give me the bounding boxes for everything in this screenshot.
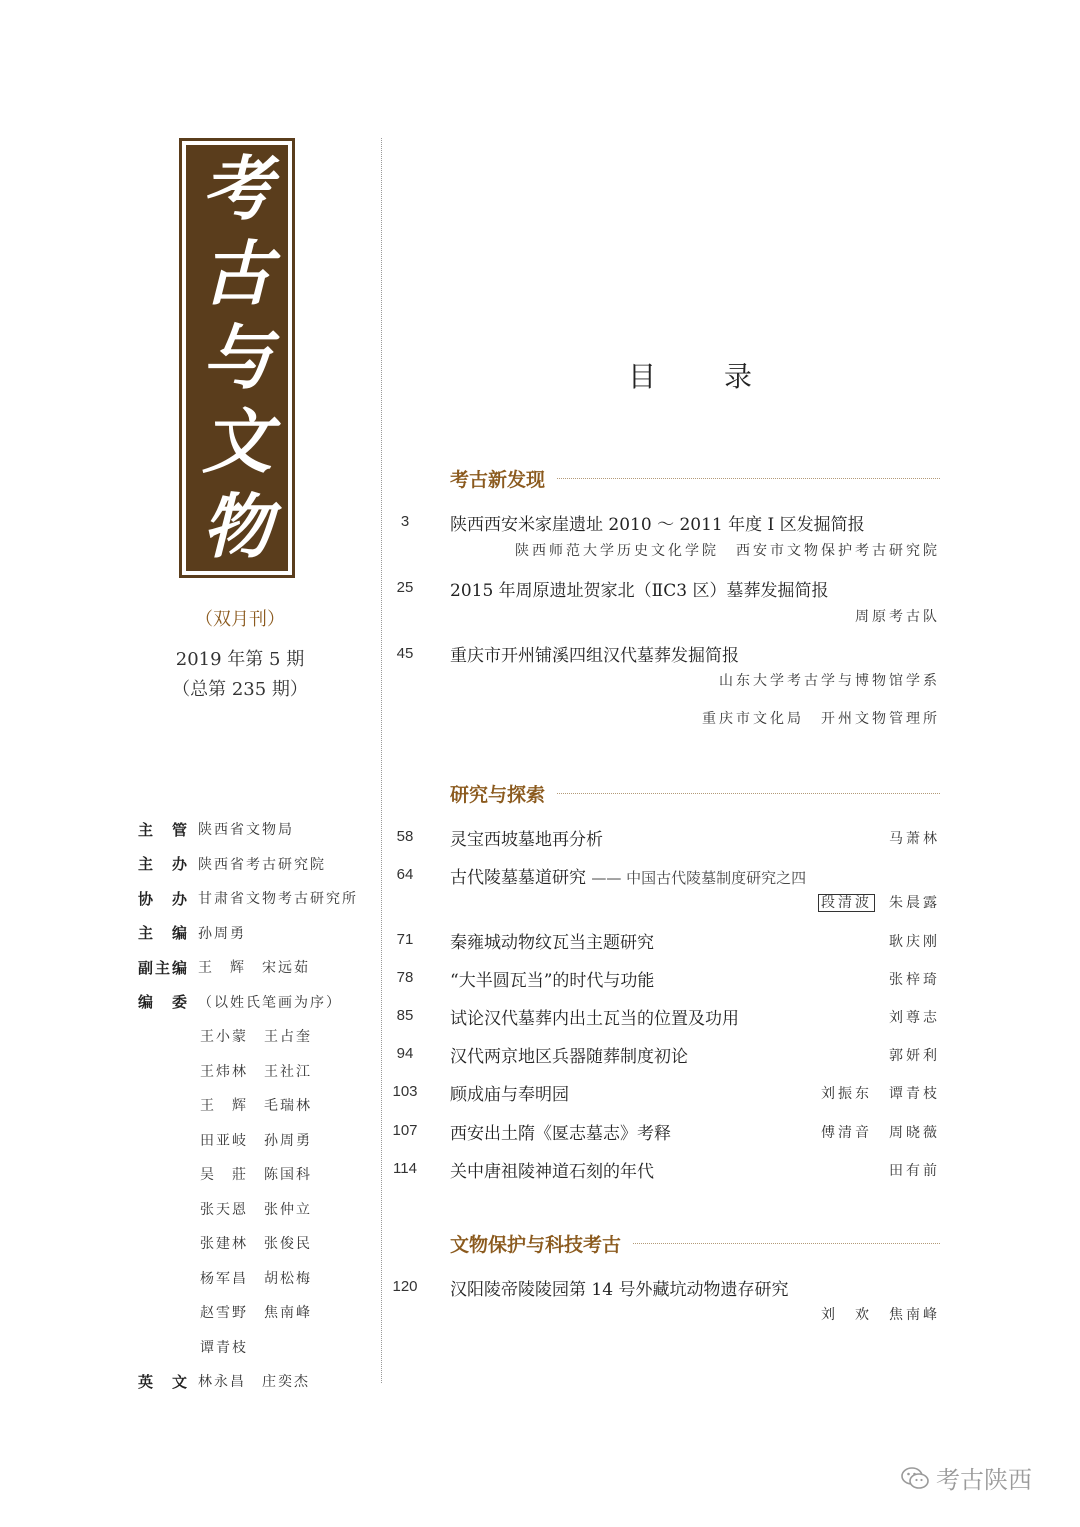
committee-row — [138, 1088, 378, 1123]
entry-title[interactable] — [450, 863, 806, 888]
entry-page: 103 — [392, 1083, 418, 1100]
section-rule — [557, 478, 940, 479]
entry-title[interactable]: 顾成庙与奉明园 — [450, 1085, 569, 1105]
entry-title[interactable]: 陕西西安米家崖遗址 2010 ～ 2011 年度 I 区发掘简报 — [450, 515, 865, 535]
logo-char: 物 — [202, 484, 272, 568]
entry-page: 71 — [396, 931, 414, 948]
staff-value: 孙周勇 — [198, 925, 246, 942]
staff-label: 编 委 — [138, 993, 190, 1012]
entry-title[interactable]: 汉代两京地区兵器随葬制度初论 — [450, 1047, 688, 1067]
committee-row — [138, 1330, 378, 1365]
staff-label: 主 办 — [138, 855, 190, 874]
entry-page: 78 — [396, 969, 414, 986]
staff-label: 主 编 — [138, 924, 190, 943]
committee-member: 胡松梅 — [264, 1270, 312, 1287]
entry-title-text: 古代陵墓墓道研究 — [450, 868, 586, 888]
committee-member: 谭青枝 — [200, 1339, 248, 1356]
entry-author: 刘振东 谭青枝 — [821, 1086, 940, 1102]
staff-row — [138, 916, 378, 951]
section-title: 考古新发现 — [450, 469, 546, 491]
entry-title[interactable]: 重庆市开州铺溪四组汉代墓葬发掘简报 — [450, 646, 739, 666]
committee-member: 张建林 — [200, 1236, 248, 1253]
committee-row — [138, 1261, 378, 1296]
staff-row — [138, 881, 378, 916]
committee-member: 陈国科 — [264, 1167, 312, 1184]
committee-member: 王炜林 — [200, 1063, 248, 1080]
column-divider — [381, 138, 382, 1383]
section-rule — [557, 793, 940, 794]
editorial-staff — [138, 812, 378, 1399]
entry-page: 114 — [393, 1160, 417, 1177]
staff-value: 陕西省考古研究院 — [198, 856, 326, 873]
logo-char: 古 — [202, 231, 272, 315]
section-header — [450, 465, 940, 492]
entry-page: 64 — [396, 866, 414, 883]
entry-author — [818, 892, 940, 912]
committee-member: 孙周勇 — [264, 1132, 312, 1149]
staff-value: 林永昌 庄奕杰 — [198, 1374, 310, 1391]
issue-number: 2019 年第 5 期 — [175, 649, 305, 670]
entry-page: 107 — [392, 1122, 418, 1139]
entry-page: 85 — [396, 1007, 414, 1024]
committee-row — [138, 1157, 378, 1192]
entry-author: 山东大学考古学与博物馆学系 — [719, 673, 940, 689]
entry-page: 45 — [396, 645, 414, 662]
entry-title[interactable]: 灵宝西坡墓地再分析 — [450, 830, 603, 850]
committee-row — [138, 1054, 378, 1089]
entry-author: 重庆市文化局 开州文物管理所 — [702, 711, 940, 727]
entry-title[interactable]: 汉阳陵帝陵陵园第 14 号外藏坑动物遗存研究 — [450, 1280, 789, 1300]
committee-member: 焦南峰 — [264, 1305, 312, 1322]
entry-author: 周原考古队 — [855, 609, 940, 625]
committee-member: 王占奎 — [264, 1029, 312, 1046]
entry-author: 刘 欢 焦南峰 — [821, 1307, 940, 1323]
logo-char: 文 — [202, 400, 272, 484]
staff-row — [138, 950, 378, 985]
staff-label: 副主编 — [138, 958, 190, 977]
committee-row — [138, 1192, 378, 1227]
staff-label: 主 管 — [138, 820, 190, 839]
entry-title[interactable]: “大半圆瓦当”的时代与功能 — [450, 971, 655, 991]
staff-row — [138, 847, 378, 882]
committee-member: 赵雪野 — [200, 1305, 248, 1322]
entry-author: 马萧林 — [889, 831, 940, 847]
section-title: 文物保护与科技考古 — [450, 1234, 622, 1256]
logo-char: 考 — [202, 147, 272, 231]
section-header — [450, 780, 940, 807]
section-rule — [633, 1243, 940, 1244]
entry-author: 刘尊志 — [889, 1010, 940, 1026]
staff-value: 王 辉 宋远茹 — [198, 960, 310, 977]
entry-author-name: 朱晨露 — [889, 895, 940, 911]
entry-page: 25 — [396, 579, 414, 596]
staff-label: 协 办 — [138, 889, 190, 908]
staff-row — [138, 812, 378, 847]
committee-member: 杨军昌 — [200, 1270, 248, 1287]
watermark-text: 考古陕西 — [936, 1466, 1032, 1494]
entry-author: 郭妍利 — [889, 1048, 940, 1064]
committee-member: 张俊民 — [264, 1236, 312, 1253]
wechat-icon — [900, 1466, 930, 1490]
entry-page: 120 — [392, 1278, 418, 1295]
entry-author: 傅清音 周晓薇 — [821, 1125, 940, 1141]
staff-value: 陕西省文物局 — [198, 822, 294, 839]
committee-row — [138, 1295, 378, 1330]
committee-member: 张天恩 — [200, 1201, 248, 1218]
watermark — [900, 1460, 1032, 1495]
entry-page: 58 — [396, 828, 414, 845]
entry-title[interactable]: 西安出土隋《匽志墓志》考释 — [450, 1124, 671, 1144]
committee-row — [138, 1123, 378, 1158]
staff-label: 英 文 — [138, 1372, 190, 1391]
committee-row — [138, 1019, 378, 1054]
staff-row — [138, 985, 378, 1020]
committee-member: 田亚岐 — [200, 1132, 248, 1149]
entry-page: 3 — [400, 513, 410, 530]
committee-member: 王 辉 — [200, 1098, 248, 1115]
logo-char: 与 — [202, 315, 272, 399]
committee-member: 毛瑞林 — [264, 1098, 312, 1115]
staff-value: （以姓氏笔画为序） — [198, 994, 342, 1011]
section-title: 研究与探索 — [450, 784, 546, 806]
committee-member: 张仲立 — [264, 1201, 312, 1218]
entry-author: 张梓琦 — [889, 972, 940, 988]
staff-row — [138, 1364, 378, 1399]
publication-frequency: （双月刊） — [195, 609, 285, 630]
entry-title[interactable]: 秦雍城动物纹瓦当主题研究 — [450, 933, 654, 953]
committee-row — [138, 1226, 378, 1261]
entry-page: 94 — [396, 1045, 414, 1062]
entry-author: 陕西师范大学历史文化学院 西安市文物保护考古研究院 — [515, 543, 940, 559]
entry-title[interactable]: 试论汉代墓葬内出土瓦当的位置及功用 — [450, 1009, 739, 1029]
toc-title: 目 录 — [627, 360, 772, 393]
committee-member: 王社江 — [264, 1063, 312, 1080]
deceased-author-box: 段清波 — [818, 894, 875, 912]
entry-author: 耿庆刚 — [889, 934, 940, 950]
journal-logo — [179, 138, 295, 578]
entry-title[interactable]: 2015 年周原遗址贺家北（ⅡC3 区）墓葬发掘简报 — [450, 581, 829, 601]
staff-value: 甘肃省文物考古研究所 — [198, 891, 358, 908]
committee-member: 王小蒙 — [200, 1029, 248, 1046]
entry-subtitle: —— 中国古代陵墓制度研究之四 — [591, 869, 807, 887]
entry-title[interactable]: 关中唐祖陵神道石刻的年代 — [450, 1162, 654, 1182]
entry-author: 田有前 — [889, 1163, 940, 1179]
committee-member: 吴 莊 — [200, 1167, 248, 1184]
total-issue-number: （总第 235 期） — [172, 679, 308, 700]
section-header — [450, 1230, 940, 1257]
